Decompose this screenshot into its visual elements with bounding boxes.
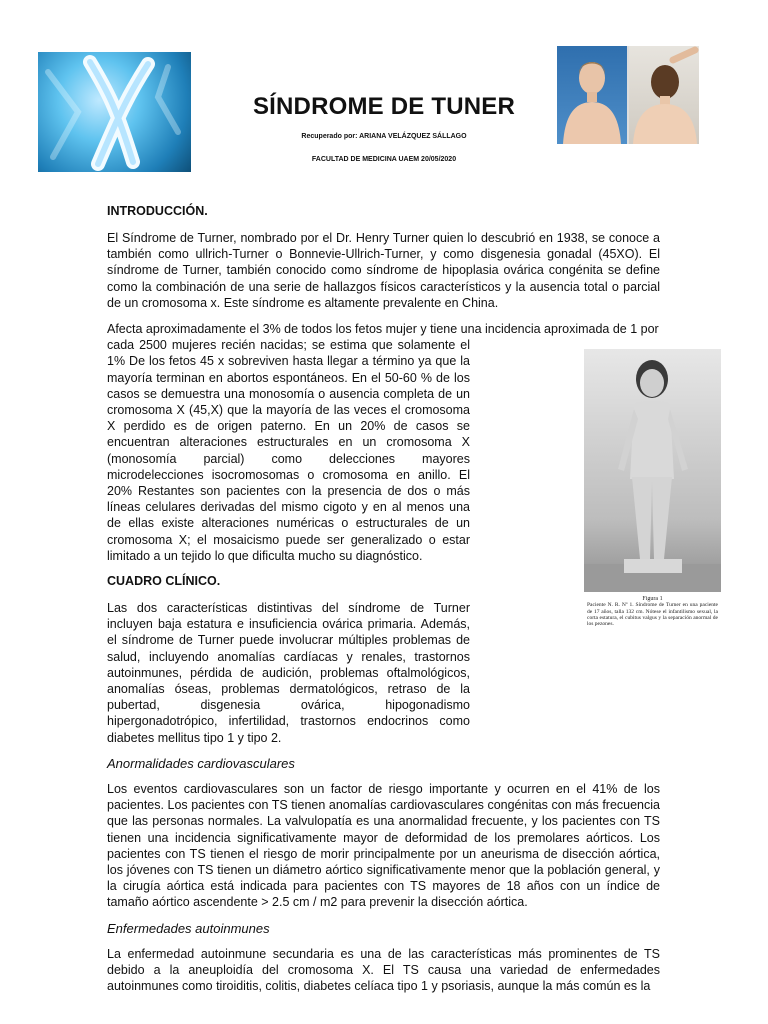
figure-1 — [584, 349, 721, 627]
patient-figure-photo — [584, 349, 721, 592]
autoimmune-heading: Enfermedades autoinmunes — [107, 920, 270, 936]
clinical-heading: CUADRO CLÍNICO. — [107, 574, 221, 589]
document-body — [107, 204, 660, 1004]
figure-caption-text: Paciente N. R. Nº 1. Síndrome de Turner en una paciente de 17 años, talla 132 cm. Nótese el infantilismo sexual, la corta estatura, el cubitus valgus y la separación anormal de los pezones. — [587, 602, 718, 628]
figure-caption — [584, 596, 721, 627]
author-line: Recuperado por: ARIANA VELÁZQUEZ SÁLLAGO — [301, 133, 467, 140]
intro-paragraph-1: El Síndrome de Turner, nombrado por el Dr. Henry Turner quien lo descubrió en 1938, se conoce a también como ullrich-Turner o Bonnevie-Ullrich-Turner, y como disgenesia gonadal (45XO). El síndrome de Turner, también conocido como síndrome de hipoplasia ovárica congénita se define como la combinación de una serie de hallazgos físicos característicos y la ausencia total o parcial de un cromosoma x. Este síndrome es altamente prevalente en China. — [107, 231, 660, 310]
document-title: SÍNDROME DE TUNER — [252, 93, 516, 120]
figure-label: Figura 1 — [642, 596, 663, 602]
clinical-paragraph: Las dos características distintivas del síndrome de Turner incluyen baja estatura e insuficiencia ovárica primaria. Además, el síndrome de Turner puede involucrar múltiples problemas de salud, incluyendo anomalías cardíacas y renales, trastornos autoinmunes, pérdida de audición, problemas oftalmológicos, anomalías óseas, problemas dermatológicos, retraso de la pubertad, disgenesia ovárica, hipogonadismo hipergonadotrópico, infertilidad, trastornos endocrinos como diabetes mellitus tipo 1 y tipo 2. — [107, 601, 470, 745]
faculty-line: FACULTAD DE MEDICINA UAEM 20/05/2020 — [311, 156, 457, 163]
autoimmune-paragraph: La enfermedad autoinmune secundaria es una de las características más prominentes de TS debido a la aneuploidía del cromosoma X. El TS causa una variedad de enfermedades autoinmunes como tiroiditis, colitis, diabetes celíaca tipo 1 y psoriasis, aunque la más común es la — [107, 946, 660, 993]
intro-paragraph-2-first-line: Afecta aproximadamente el 3% de todos los fetos mujer y tiene una incidencia aproximada de 1 por — [107, 322, 659, 337]
cardio-heading: Anormalidades cardiovasculares — [107, 755, 295, 771]
cardio-paragraph: Los eventos cardiovasculares son un factor de riesgo importante y ocurren en el 41% de los pacientes. Los pacientes con TS tienen anomalías cardiovasculares congénitas con más frecuencia que las personas normales. La valvulopatía es una anormalidad frecuente, y los pacientes con TS tienen una incidencia significativamente mayor de deformidad de los premolares aórticos. Los pacientes con TS tienen el riesgo de morir principalmente por un aneurisma de disección aórtica, los jóvenes con TS tienen un diámetro aórtico significativamente menor que la población general, y la cirugía aórtica está indicada para pacientes con TS mayores de 18 años con un índice de tamaño aórtico ascendente > 2.5 cm / m2 para prevenir la disección aórtica. — [107, 781, 660, 910]
intro-heading: INTRODUCCIÓN. — [107, 204, 208, 218]
intro-paragraph-2: cada 2500 mujeres recién nacidas; se estima que solamente el 1% De los fetos 45 x sobreviven hasta llegar a término ya que la mayoría terminan en abortos espontáneos. En el 50-60 % de los casos se demuestra una monosomía o ausencia completa de un cromosoma X (45,X) que la mayoría de las veces el cromosoma X perdido es de origen paterno. En un 20% de casos se encuentran alteraciones estructurales en un cromosoma X (monosomía parcial) como delecciones mayores microdelecciones isocromosomas o cromosoma en anillo. El 20% Restantes son pacientes con la presencia de dos o más líneas celulares derivadas del mismo cigoto y en al menos una de ellas existe alteraciones numéricas o estructurales de un cromosoma X; el mosaicismo puede ser generalizado o estar limitado a un tejido lo que dificulta mucho su diagnóstico. — [107, 338, 470, 563]
